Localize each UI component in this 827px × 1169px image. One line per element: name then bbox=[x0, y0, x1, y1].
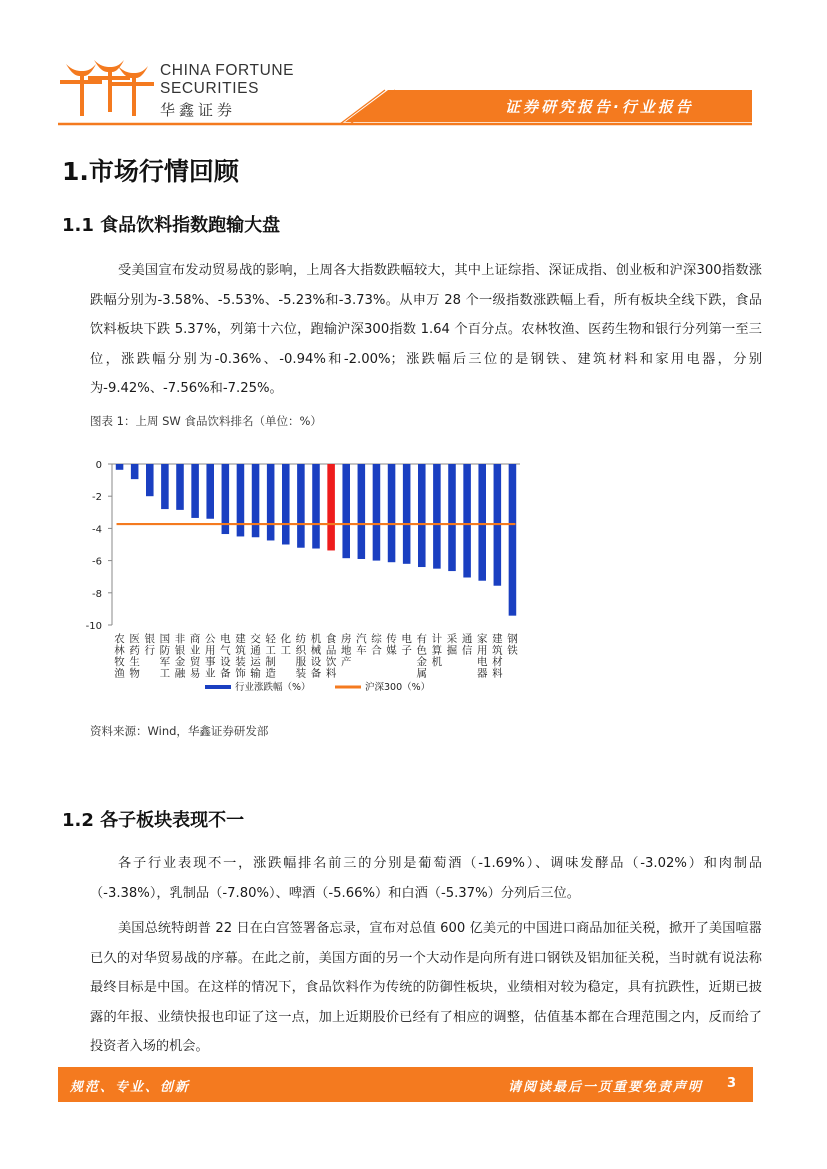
bar-建筑装饰 bbox=[237, 464, 245, 536]
y-tick-label: -4 bbox=[92, 524, 102, 536]
subsection-title-1-1: 1.1 食品饮料指数跑输大盘 bbox=[62, 215, 281, 236]
bar-综合 bbox=[373, 464, 381, 561]
svg-text:商: 商 bbox=[189, 633, 201, 645]
legend-label-industry: 行业涨跌幅（%） bbox=[235, 682, 311, 693]
svg-text:事: 事 bbox=[204, 656, 216, 668]
svg-text:综: 综 bbox=[371, 633, 382, 645]
footer-motto: 规范、专业、创新 bbox=[70, 1080, 191, 1095]
svg-text:农: 农 bbox=[114, 633, 125, 645]
svg-text:饮: 饮 bbox=[325, 656, 337, 668]
page-number: 3 bbox=[727, 1076, 737, 1091]
svg-text:家: 家 bbox=[476, 633, 488, 645]
svg-text:运: 运 bbox=[250, 656, 261, 668]
bar-有色金属 bbox=[418, 464, 426, 567]
svg-text:建: 建 bbox=[492, 633, 503, 645]
svg-text:设: 设 bbox=[220, 656, 231, 668]
x-tick-label bbox=[417, 632, 428, 680]
svg-text:汽: 汽 bbox=[356, 633, 367, 645]
svg-text:服: 服 bbox=[295, 656, 307, 668]
svg-text:地: 地 bbox=[340, 644, 352, 657]
svg-text:掘: 掘 bbox=[446, 644, 458, 657]
svg-text:料: 料 bbox=[325, 667, 337, 680]
svg-text:信: 信 bbox=[461, 644, 473, 657]
svg-text:机: 机 bbox=[310, 633, 322, 645]
svg-text:易: 易 bbox=[189, 667, 201, 680]
paragraph-subsector-performance: 各子行业表现不一，涨跌幅排名前三的分别是葡萄酒（-1.69%）、调味发酵品（-3.02%）和肉制品（-3.38%），乳制品（-7.80%）、啤酒（-5.66%）和白酒（-5.37%）分列后三位。 bbox=[90, 856, 762, 901]
x-tick-label bbox=[462, 633, 473, 657]
x-tick-label bbox=[311, 632, 322, 680]
svg-text:防: 防 bbox=[159, 644, 171, 657]
legend-swatch-industry bbox=[205, 685, 231, 689]
svg-text:业: 业 bbox=[189, 644, 201, 657]
x-tick-label bbox=[190, 632, 201, 680]
svg-text:轻: 轻 bbox=[265, 633, 276, 645]
x-tick-label bbox=[326, 632, 337, 680]
svg-text:材: 材 bbox=[492, 656, 503, 668]
svg-text:工: 工 bbox=[159, 667, 171, 680]
x-tick-label bbox=[296, 632, 307, 680]
bar-电子 bbox=[403, 464, 411, 564]
x-tick-label bbox=[114, 632, 125, 680]
svg-text:电: 电 bbox=[401, 633, 412, 645]
bar-轻工制造 bbox=[267, 464, 275, 540]
svg-text:纺: 纺 bbox=[295, 633, 307, 645]
bar-非银金融 bbox=[176, 464, 184, 510]
x-tick-label bbox=[386, 632, 397, 657]
x-tick-label bbox=[447, 632, 458, 657]
svg-text:筑: 筑 bbox=[492, 644, 503, 657]
brand-name-en-line2: SECURITIES bbox=[160, 80, 260, 97]
x-tick-label bbox=[371, 632, 382, 657]
section-title: 1.市场行情回顾 bbox=[62, 157, 239, 186]
svg-text:药: 药 bbox=[129, 644, 140, 657]
bar-纺织服装 bbox=[297, 464, 305, 548]
svg-text:生: 生 bbox=[129, 656, 140, 668]
bar-医药生物 bbox=[131, 464, 139, 479]
svg-text:合: 合 bbox=[371, 644, 382, 657]
bar-农林牧渔 bbox=[116, 464, 124, 470]
bar-银行 bbox=[146, 464, 154, 496]
bar-通信 bbox=[463, 464, 471, 578]
svg-text:输: 输 bbox=[250, 667, 261, 680]
svg-text:行: 行 bbox=[144, 644, 156, 657]
svg-text:造: 造 bbox=[265, 667, 276, 680]
svg-text:气: 气 bbox=[220, 644, 231, 657]
svg-text:产: 产 bbox=[340, 656, 352, 668]
svg-text:通: 通 bbox=[250, 644, 261, 657]
x-tick-label bbox=[205, 633, 216, 680]
report-type-title: 证券研究报告·行业报告 bbox=[505, 98, 694, 116]
svg-text:用: 用 bbox=[476, 644, 488, 657]
bar-房地产 bbox=[342, 464, 350, 558]
svg-text:钢: 钢 bbox=[507, 633, 518, 645]
svg-text:非: 非 bbox=[174, 633, 186, 645]
industry-ranking-chart bbox=[80, 450, 540, 705]
figure-source: 资料来源：Wind，华鑫证券研发部 bbox=[90, 724, 269, 738]
svg-text:通: 通 bbox=[461, 633, 473, 645]
svg-text:用: 用 bbox=[204, 644, 216, 657]
bar-采掘 bbox=[448, 464, 456, 571]
x-tick-label bbox=[220, 632, 231, 680]
svg-text:子: 子 bbox=[401, 644, 412, 657]
legend-label-hs300: 沪深300（%） bbox=[365, 682, 431, 693]
svg-text:工: 工 bbox=[265, 644, 276, 657]
svg-text:食: 食 bbox=[325, 633, 337, 645]
svg-text:筑: 筑 bbox=[235, 644, 246, 657]
x-tick-label bbox=[145, 632, 156, 657]
svg-text:色: 色 bbox=[416, 644, 428, 657]
bar-交通运输 bbox=[252, 464, 260, 537]
x-tick-label bbox=[401, 632, 412, 657]
svg-text:物: 物 bbox=[129, 667, 140, 680]
svg-text:传: 传 bbox=[386, 633, 397, 645]
bar-化工 bbox=[282, 464, 290, 545]
svg-text:渔: 渔 bbox=[114, 667, 125, 680]
svg-text:装: 装 bbox=[295, 667, 307, 680]
x-tick-label bbox=[265, 633, 276, 680]
y-tick-label: -8 bbox=[92, 588, 102, 600]
svg-text:采: 采 bbox=[446, 633, 458, 645]
bar-计算机 bbox=[433, 464, 441, 569]
x-tick-label bbox=[341, 632, 352, 668]
svg-text:车: 车 bbox=[356, 644, 367, 657]
subsection-title-1-2: 1.2 各子板块表现不一 bbox=[62, 810, 245, 831]
legend-swatch-hs300 bbox=[335, 686, 361, 689]
x-tick-label bbox=[235, 632, 246, 680]
x-tick-label bbox=[477, 632, 488, 680]
svg-text:医: 医 bbox=[129, 633, 140, 645]
bar-钢铁 bbox=[509, 464, 517, 616]
y-tick-label: -6 bbox=[92, 556, 102, 568]
svg-text:媒: 媒 bbox=[386, 644, 397, 657]
y-tick-label: -10 bbox=[85, 621, 102, 632]
company-logo-icon bbox=[58, 58, 154, 120]
svg-text:牧: 牧 bbox=[114, 656, 125, 668]
svg-text:计: 计 bbox=[431, 633, 443, 645]
svg-text:装: 装 bbox=[235, 656, 246, 668]
x-tick-label bbox=[432, 632, 443, 668]
y-tick-label: 0 bbox=[95, 460, 102, 471]
svg-text:国: 国 bbox=[159, 633, 171, 645]
svg-text:械: 械 bbox=[310, 644, 322, 657]
x-tick-label bbox=[175, 632, 186, 680]
svg-text:林: 林 bbox=[114, 644, 125, 657]
svg-text:电: 电 bbox=[220, 633, 231, 645]
bar-汽车 bbox=[358, 464, 366, 559]
bar-传媒 bbox=[388, 464, 396, 562]
x-tick-label bbox=[507, 632, 518, 657]
svg-text:制: 制 bbox=[265, 656, 276, 668]
svg-text:电: 电 bbox=[476, 656, 488, 668]
svg-text:银: 银 bbox=[174, 644, 186, 657]
x-tick-label bbox=[250, 632, 261, 680]
bar-国防军工 bbox=[161, 464, 169, 509]
svg-text:化: 化 bbox=[280, 633, 292, 645]
brand-name-cn: 华鑫证券 bbox=[160, 101, 237, 119]
x-tick-label bbox=[129, 633, 140, 680]
x-tick-label bbox=[356, 633, 367, 657]
y-tick-label: -2 bbox=[92, 492, 102, 504]
svg-text:银: 银 bbox=[144, 633, 156, 645]
bar-家用电器 bbox=[478, 464, 486, 581]
svg-text:饰: 饰 bbox=[235, 667, 246, 680]
svg-text:融: 融 bbox=[174, 667, 186, 680]
paragraph-trade-war: 美国总统特朗普 22 日在白宫签署备忘录，宣布对总值 600 亿美元的中国进口商品加征关税，掀开了美国喧嚣已久的对华贸易战的序幕。在此之前，美国方面的另一个大动作是向所有进口钢铁及铝加征关税，当时就有说法称最终目标是中国。在这样的情况下，食品饮料作为传统的防御性板块，业绩相对较为稳定，具有抗跌性，近期已披露的年报、业绩快报也印证了这一点，加上近期股价已经有了相应的调整，估值基本都在合理范围之内，反而给了投资者入场的机会。 bbox=[90, 921, 762, 1054]
figure-caption: 图表 1：上周 SW 食品饮料排名（单位：%） bbox=[90, 414, 322, 428]
svg-text:算: 算 bbox=[431, 644, 443, 657]
x-tick-label bbox=[492, 632, 503, 680]
svg-text:属: 属 bbox=[416, 667, 428, 680]
svg-text:工: 工 bbox=[280, 644, 292, 657]
svg-text:料: 料 bbox=[492, 667, 503, 680]
bar-食品饮料 bbox=[327, 464, 335, 550]
svg-text:金: 金 bbox=[174, 656, 186, 668]
x-tick-label bbox=[160, 633, 171, 680]
svg-text:建: 建 bbox=[235, 633, 246, 645]
svg-text:品: 品 bbox=[325, 644, 337, 657]
svg-text:织: 织 bbox=[295, 644, 307, 657]
svg-text:机: 机 bbox=[431, 656, 443, 668]
svg-text:贸: 贸 bbox=[189, 656, 201, 668]
footer-disclaimer-note: 请阅读最后一页重要免责声明 bbox=[508, 1080, 704, 1095]
paragraph-market-review: 受美国宣布发动贸易战的影响，上周各大指数跌幅较大，其中上证综指、深证成指、创业板和沪深300指数涨跌幅分别为-3.58%、-5.53%、-5.23%和-3.73%。从申万 28 个一级指数涨跌幅上看，所有板块全线下跌，食品饮料板块下跌 5.37%，列第十六位，跑输沪深300指数 1.64 个百分点。农林牧渔、医药生物和银行分列第一至三位，涨跌幅分别为-0.36%、-0.94%和-2.00%；涨跌幅后三位的是钢铁、建筑材料和家用电器，分别为-9.42%、-7.56%和-7.25%。 bbox=[90, 263, 762, 396]
svg-text:设: 设 bbox=[310, 656, 322, 668]
svg-text:交: 交 bbox=[250, 633, 261, 645]
bar-商业贸易 bbox=[191, 464, 199, 518]
svg-text:备: 备 bbox=[220, 667, 231, 680]
bar-公用事业 bbox=[206, 464, 214, 519]
svg-text:备: 备 bbox=[310, 667, 322, 680]
svg-text:铁: 铁 bbox=[507, 644, 518, 657]
brand-name-en-line1: CHINA FORTUNE bbox=[160, 62, 295, 79]
svg-text:金: 金 bbox=[416, 656, 428, 668]
svg-text:业: 业 bbox=[204, 667, 216, 680]
svg-text:有: 有 bbox=[416, 633, 428, 645]
x-tick-label bbox=[281, 632, 292, 657]
svg-text:军: 军 bbox=[159, 656, 171, 668]
bar-机械设备 bbox=[312, 464, 320, 549]
svg-text:器: 器 bbox=[476, 667, 488, 680]
svg-text:房: 房 bbox=[340, 633, 352, 645]
svg-text:公: 公 bbox=[204, 633, 216, 645]
